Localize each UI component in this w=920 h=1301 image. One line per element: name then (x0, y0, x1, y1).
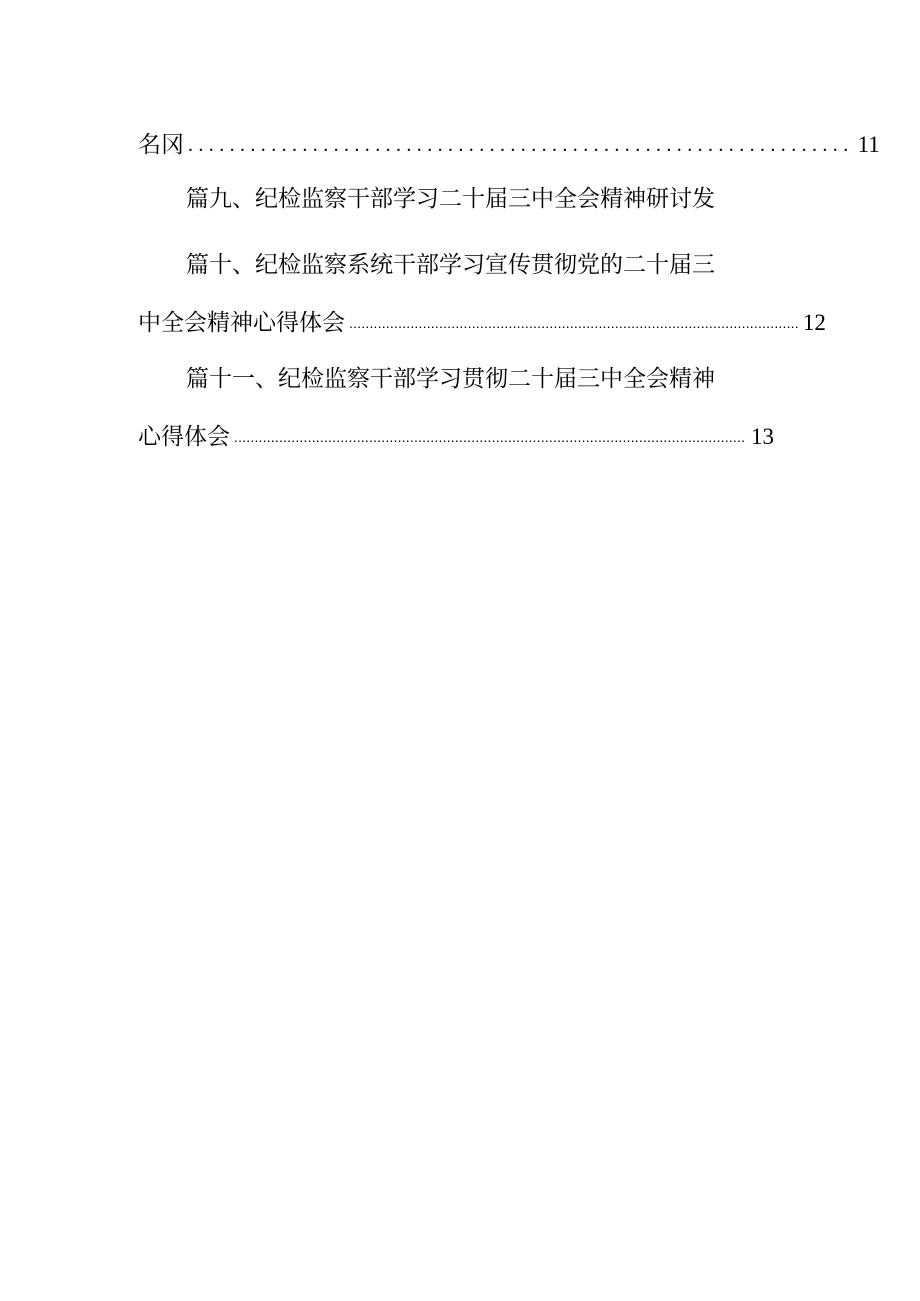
toc-page-number: 12 (802, 310, 826, 335)
toc-entry-text: 中全会精神心得体会 (138, 310, 345, 336)
toc-dot-leader: ............................................................................................................................. (234, 429, 746, 445)
toc-dot-leader: ................................................................ (188, 134, 854, 156)
toc-entry-text: 名冈 (138, 132, 184, 158)
toc-entry-9-title[interactable]: 篇九、纪检监察干部学习二十届三中全会精神研讨发 (186, 186, 715, 212)
toc-dot-leader: .............................................................................................................. (349, 315, 799, 331)
toc-entry-10-title[interactable]: 篇十、纪检监察系统干部学习宣传贯彻党的二十届三 (186, 252, 715, 278)
toc-entry-11-title[interactable]: 篇十一、纪检监察干部学习贯彻二十届三中全会精神 (186, 366, 715, 392)
toc-entry-8-continuation[interactable] (138, 126, 880, 160)
toc-entry-11-continuation[interactable] (138, 418, 774, 452)
toc-entry-text: 心得体会 (138, 424, 230, 450)
toc-page-number: 11 (857, 132, 880, 157)
toc-page-number: 13 (751, 424, 774, 449)
toc-entry-10-continuation[interactable] (138, 304, 826, 338)
